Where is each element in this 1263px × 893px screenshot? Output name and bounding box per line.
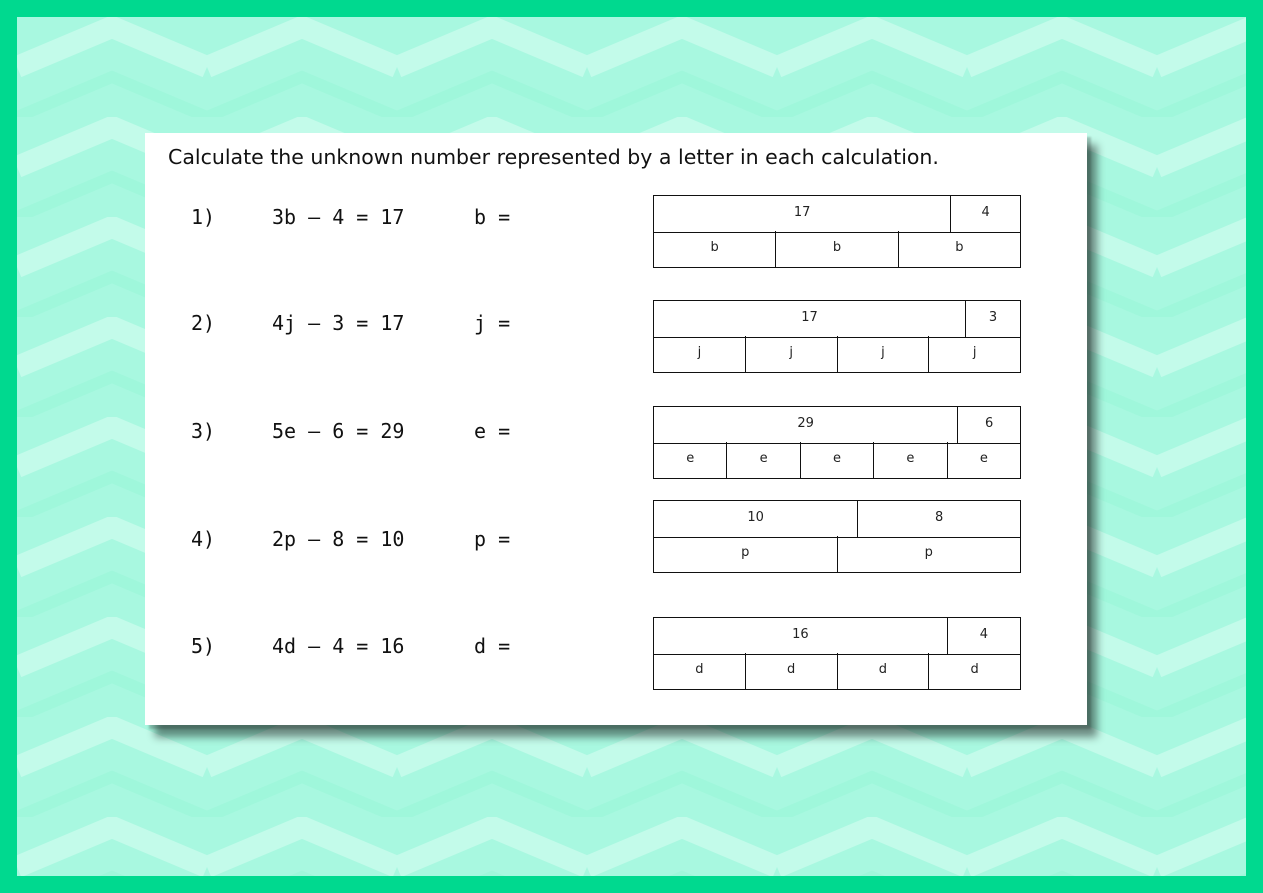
answer-prompt: b = [474,205,511,229]
question-equation: 5e – 6 = 29 [272,419,405,443]
bar-segment: 17 [793,205,811,220]
question-number: 5) [191,634,216,658]
bar-top-row [653,500,1021,538]
answer-prompt: e = [474,419,511,443]
bar-segment: 29 [797,416,814,431]
bar-top-row [653,406,1021,444]
question-number: 1) [191,205,216,229]
question-equation: 2p – 8 = 10 [272,527,405,551]
bar-bottom-row [653,231,1021,268]
question-number: 3) [191,419,216,443]
bar-part: e [726,442,799,478]
bar-part: b [898,231,1020,267]
bar-segment: 3 [965,301,1020,337]
bar-model-5 [653,617,1021,692]
bar-segment: 8 [857,501,1020,537]
bar-top-row [653,300,1021,338]
bar-segment: 10 [747,510,764,525]
answer-prompt: p = [474,527,511,551]
answer-prompt: j = [474,311,511,335]
bar-bottom-row [653,442,1021,479]
bar-part: e [947,442,1020,478]
bar-part: j [928,336,1020,372]
bar-part: d [695,662,704,677]
bar-segment: 16 [792,627,809,642]
instruction-text: Calculate the unknown number represented by a letter in each calculation. [168,145,939,169]
bar-part: b [710,240,719,255]
bar-part: p [741,545,750,560]
question-equation: 4j – 3 = 17 [272,311,405,335]
bar-bottom-row [653,653,1021,690]
bar-part: p [837,536,1021,572]
bar-segment: 4 [947,618,1020,654]
bar-part: e [873,442,946,478]
bar-model-1 [653,195,1021,270]
bar-part: b [775,231,897,267]
bar-model-2 [653,300,1021,375]
bar-top-row [653,195,1021,233]
bar-segment: 17 [801,310,818,325]
bar-part: e [800,442,873,478]
question-equation: 4d – 4 = 16 [272,634,405,658]
bar-part: d [928,653,1020,689]
bar-part: j [745,336,837,372]
bar-model-4 [653,500,1021,575]
answer-prompt: d = [474,634,511,658]
bar-bottom-row [653,336,1021,373]
question-number: 2) [191,311,216,335]
bar-part: j [697,345,702,360]
bar-segment: 4 [950,196,1020,232]
bar-bottom-row [653,536,1021,573]
bar-part: d [745,653,837,689]
bar-part: j [837,336,929,372]
bar-model-3 [653,406,1021,481]
question-number: 4) [191,527,216,551]
worksheet-card [145,133,1087,725]
bar-top-row [653,617,1021,655]
bar-part: e [686,451,695,466]
question-equation: 3b – 4 = 17 [272,205,405,229]
bar-part: d [837,653,929,689]
bar-segment: 6 [957,407,1020,443]
